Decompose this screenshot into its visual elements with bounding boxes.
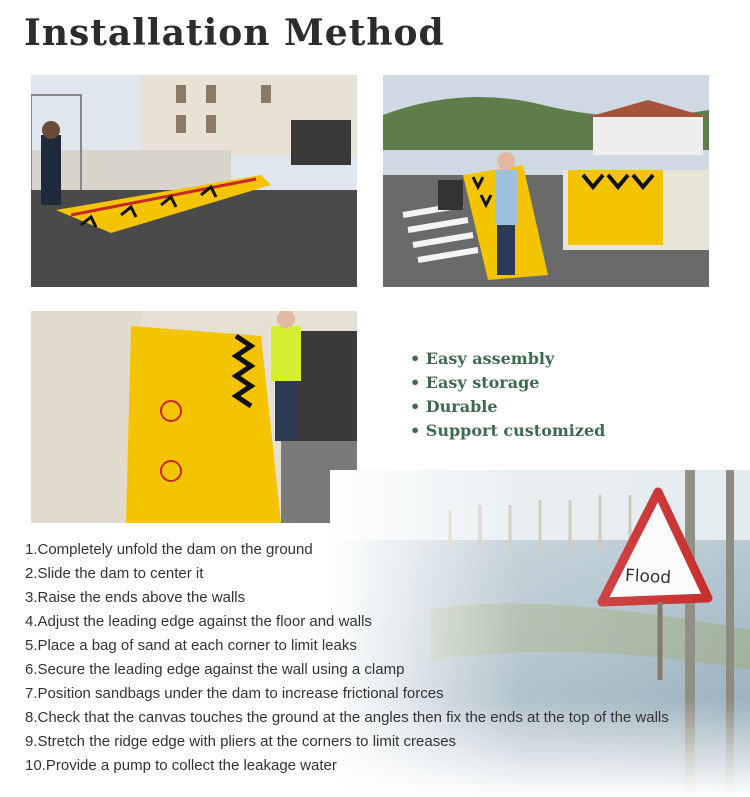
photo-unfold-dam-driveway: [31, 75, 357, 287]
feature-list: [410, 347, 605, 443]
installation-steps: [25, 538, 669, 778]
page-title: Installation Method: [24, 12, 445, 54]
step-item: 2.Slide the dam to center it: [25, 565, 204, 582]
step-item: 1.Completely unfold the dam on the ground: [25, 541, 313, 558]
photo-raise-dam-ends-wall: [383, 75, 709, 287]
feature-item: • Easy assembly: [410, 347, 605, 371]
step-item: 8.Check that the canvas touches the ground at the angles then fix the ends at the top of the walls: [25, 709, 669, 726]
feature-item: • Support customized: [410, 419, 605, 443]
step-item: 10.Provide a pump to collect the leakage water: [25, 757, 337, 774]
step-item: 3.Raise the ends above the walls: [25, 589, 246, 606]
photo-dam-against-wall: [31, 311, 357, 523]
flood-sign-text: Flood: [624, 565, 672, 589]
feature-item: • Durable: [410, 395, 605, 419]
feature-item: • Easy storage: [410, 371, 605, 395]
step-item: 6.Secure the leading edge against the wall using a clamp: [25, 661, 405, 678]
step-item: 7.Position sandbags under the dam to increase frictional forces: [25, 685, 444, 702]
step-item: 4.Adjust the leading edge against the floor and walls: [25, 613, 372, 630]
step-item: 9.Stretch the ridge edge with pliers at the corners to limit creases: [25, 733, 457, 750]
step-item: 5.Place a bag of sand at each corner to limit leaks: [25, 637, 357, 654]
